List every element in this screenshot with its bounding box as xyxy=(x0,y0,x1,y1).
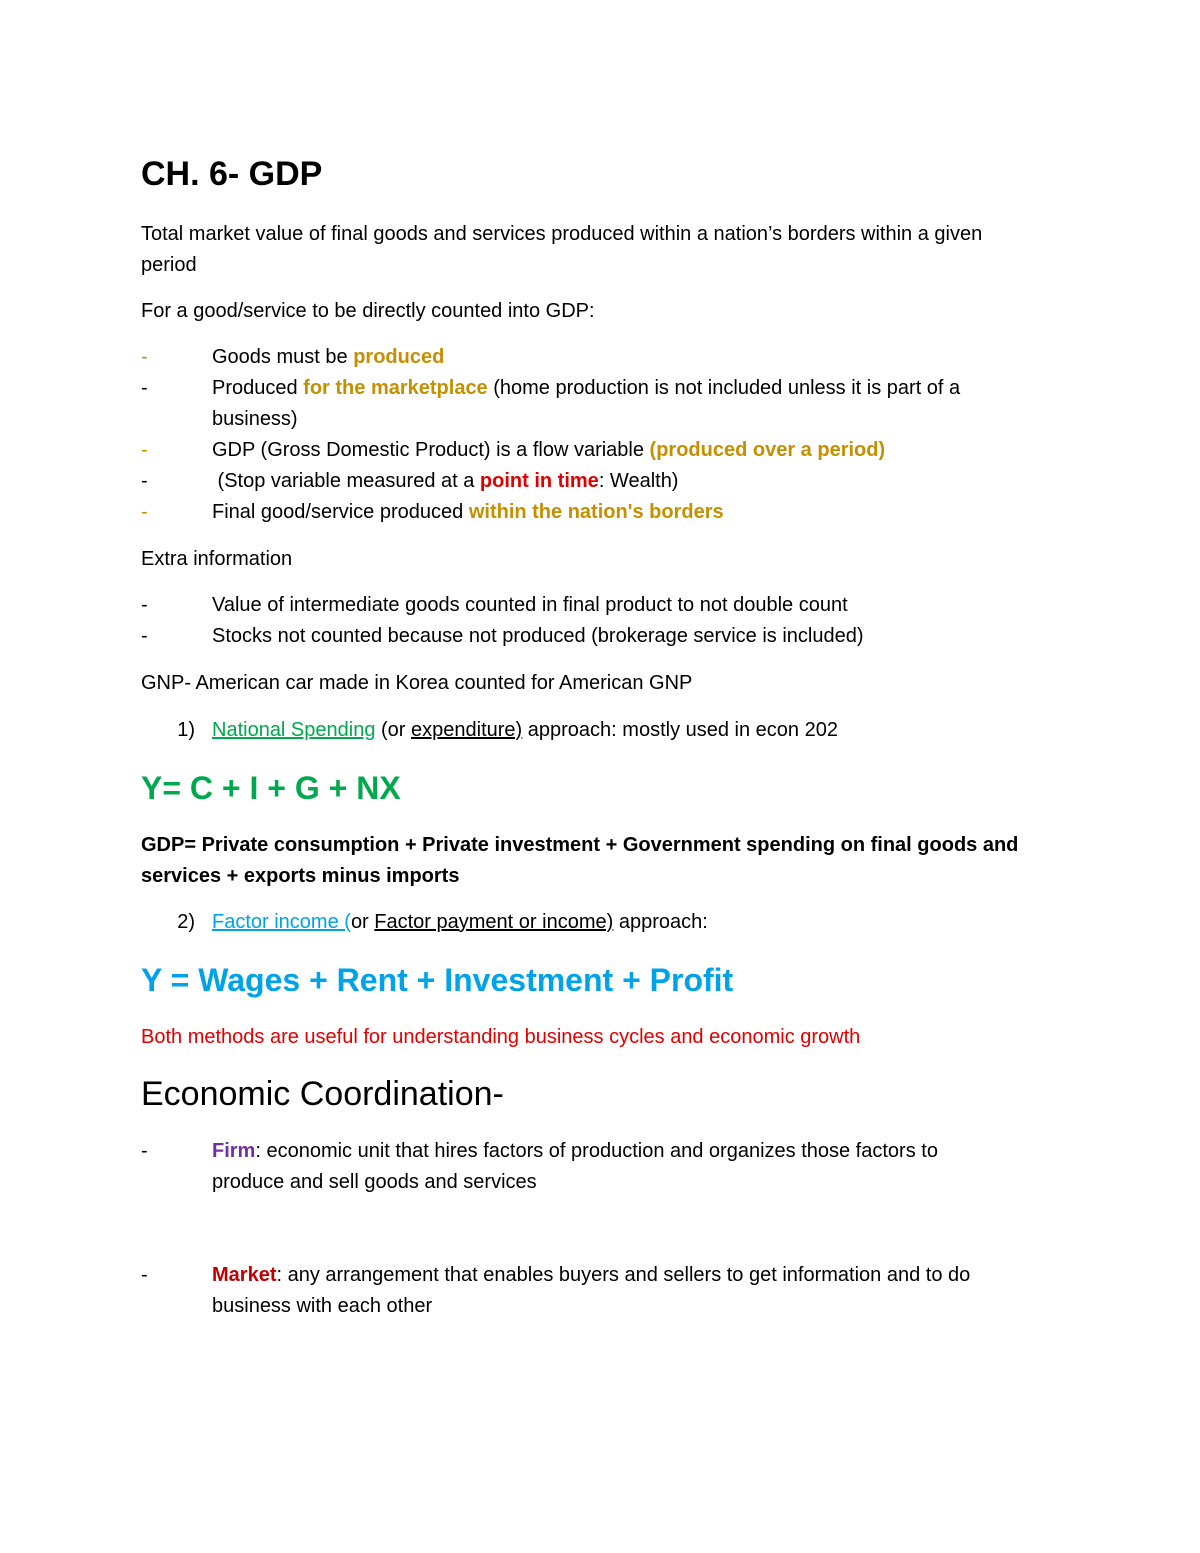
bullet-dash: - xyxy=(141,594,148,616)
approach-2: 2) Factor income (or Factor payment or income) approach: xyxy=(141,907,708,938)
bullet-dash: - xyxy=(141,377,148,399)
firm-term: Firm xyxy=(212,1140,256,1162)
gdp-components-line2: services + exports minus imports xyxy=(141,865,460,887)
highlight-within-borders: within the nation's borders xyxy=(468,501,724,523)
extra-info-heading: Extra information xyxy=(141,548,293,570)
highlight-point-in-time: point in time xyxy=(479,470,599,492)
extra-item-2: - Stocks not counted because not produced (brokerage service is included) xyxy=(141,621,864,652)
gdp-components-line1: GDP= Private consumption + Private investment + Government spending on final goods and xyxy=(141,834,1019,856)
bullet-dash: - xyxy=(141,1140,148,1162)
income-formula: Y = Wages + Rent + Investment + Profit xyxy=(141,962,734,998)
bullet-dash: - xyxy=(141,470,148,492)
page-title: CH. 6- GDP xyxy=(141,155,323,193)
extra-item-1: - Value of intermediate goods counted in final product to not double count xyxy=(141,590,848,621)
highlight-produced-over-period: (produced over a period) xyxy=(649,439,886,461)
factor-payment-term: Factor payment or income) xyxy=(374,911,614,933)
approach-1: 1) National Spending (or expenditure) approach: mostly used in econ 202 xyxy=(141,715,838,746)
gdp-definition-line2: period xyxy=(141,254,197,276)
list-number: 2) xyxy=(177,911,195,933)
national-spending-term: National Spending xyxy=(212,719,376,741)
expenditure-formula: Y= C + I + G + NX xyxy=(141,770,401,806)
criteria-item-2-continued: business) xyxy=(212,408,298,430)
criteria-item-3: - GDP (Gross Domestic Product) is a flow variable (produced over a period) xyxy=(141,435,885,466)
both-methods-note: Both methods are useful for understanding business cycles and economic growth xyxy=(141,1026,861,1048)
bullet-dash: - xyxy=(141,501,148,523)
bullet-dash: - xyxy=(141,439,148,461)
gdp-definition-line1: Total market value of final goods and services produced within a nation’s borders within a given xyxy=(141,223,983,245)
list-number: 1) xyxy=(177,719,195,741)
criteria-item-2: - Produced for the marketplace (home production is not included unless it is part of a xyxy=(141,373,960,404)
bullet-dash: - xyxy=(141,625,148,647)
market-definition-continued: business with each other xyxy=(212,1295,433,1317)
criteria-item-5: - Final good/service produced within the nation's borders xyxy=(141,497,724,528)
bullet-dash: - xyxy=(141,346,148,368)
criteria-item-1: - Goods must be produced xyxy=(141,342,444,373)
expenditure-term: expenditure) xyxy=(411,719,523,741)
highlight-produced: produced xyxy=(353,346,445,368)
section-title-economic-coordination: Economic Coordination- xyxy=(141,1075,504,1113)
market-term: Market xyxy=(212,1264,277,1286)
criteria-heading: For a good/service to be directly counted into GDP: xyxy=(141,300,595,322)
highlight-marketplace: for the marketplace xyxy=(303,377,488,399)
criteria-item-4: - (Stop variable measured at a point in time: Wealth) xyxy=(141,466,678,497)
factor-income-term: Factor income ( xyxy=(212,911,351,933)
bullet-dash: - xyxy=(141,1264,148,1286)
market-definition: - Market: any arrangement that enables buyers and sellers to get information and to do xyxy=(141,1260,970,1291)
firm-definition-continued: produce and sell goods and services xyxy=(212,1171,537,1193)
gnp-line: GNP- American car made in Korea counted for American GNP xyxy=(141,672,693,694)
firm-definition: - Firm: economic unit that hires factors of production and organizes those factors to xyxy=(141,1136,938,1167)
